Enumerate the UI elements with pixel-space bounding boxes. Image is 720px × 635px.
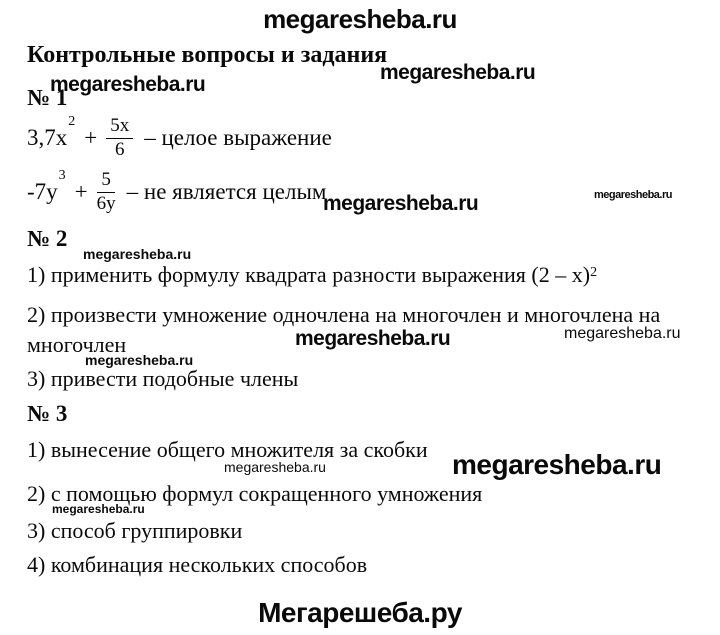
math-expression-2: [27, 170, 326, 215]
question-number-1: № 1: [27, 85, 68, 110]
fraction-denominator: 6y: [96, 192, 116, 214]
exponent: 2: [590, 265, 598, 280]
fraction: [106, 116, 133, 161]
math-expression-1: [27, 116, 332, 161]
watermark-megaresheba: megaresheba.ru: [564, 325, 681, 342]
fraction-denominator: 6: [114, 138, 125, 160]
page-title: Контрольные вопросы и задания: [27, 42, 388, 68]
plus-operator: +: [74, 179, 88, 205]
fraction-numerator: 5x: [106, 116, 133, 139]
list-item-text: 1) применить формулу квадрата разности выражения (2 – x): [27, 262, 591, 287]
watermark-megaresheba: megaresheba.ru: [83, 246, 192, 262]
plus-operator: +: [84, 125, 98, 151]
fraction-numerator: 5: [97, 170, 115, 193]
watermark-megaresheba: megaresheba.ru: [85, 352, 194, 368]
watermark-megaresheba: megaresheba.ru: [50, 73, 206, 96]
watermark-megaresheba: megaresheba.ru: [594, 189, 672, 201]
watermark-megaresheba: megaresheba.ru: [323, 192, 479, 215]
watermark-megaresheba: megaresheba.ru: [380, 61, 536, 84]
list-item: 2) с помощью формул сокращенного умножения: [27, 481, 483, 506]
list-item: 3) привести подобные члены: [27, 366, 299, 391]
fraction: [97, 170, 116, 215]
expression-tail: – не является целым: [126, 179, 327, 205]
list-item: [27, 262, 597, 288]
footer-brand: Мегарешеба.ру: [258, 597, 462, 628]
list-item: 4) комбинация нескольких способов: [27, 552, 368, 577]
list-item: 3) способ группировки: [27, 518, 243, 543]
list-item: 2) произвести умножение одночлена на многочлен и многочлена на многочлен: [27, 302, 661, 357]
expression-lead: -7y: [27, 179, 58, 205]
exponent: 3: [58, 168, 66, 183]
watermark-megaresheba: megaresheba.ru: [224, 459, 326, 475]
list-item: 1) вынесение общего множителя за скобки: [27, 437, 428, 462]
exponent: 2: [68, 114, 76, 129]
question-number-2: № 2: [27, 226, 68, 251]
watermark-megaresheba: megaresheba.ru: [452, 449, 662, 480]
watermark-megaresheba: megaresheba.ru: [52, 502, 145, 516]
question-number-3: № 3: [27, 401, 68, 426]
site-watermark-top: megaresheba.ru: [263, 4, 457, 34]
watermark-megaresheba: megaresheba.ru: [295, 327, 451, 350]
expression-lead: 3,7x: [27, 125, 68, 151]
expression-tail: – целое выражение: [144, 125, 332, 151]
